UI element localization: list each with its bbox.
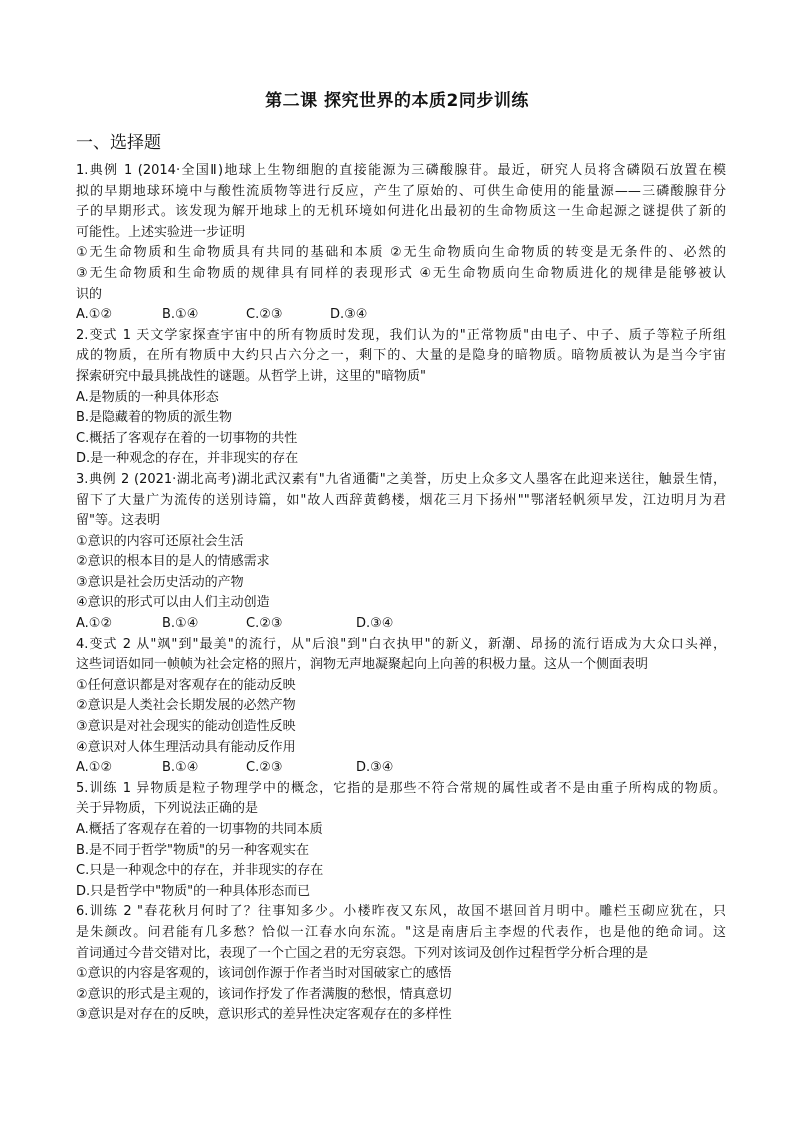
q5-stem-line: 5.训练 1 异物质是粒子物理学中的概念，它指的是那些不符合常规的属性或者不是由重子所构成的物质。 <box>76 780 726 796</box>
q6-statement: ①意识的内容是客观的，该词创作源于作者当时对国破家亡的感悟 <box>76 966 452 982</box>
q6-stem-line: 6.训练 2 "春花秋月何时了？往事知多少。小楼昨夜又东风，故国不堪回首月明中。雕栏玉砌应犹在，只 <box>76 904 726 920</box>
q2-option-d: D.是一种观念的存在，并非现实的存在 <box>76 451 299 467</box>
q2-option-b: B.是隐藏着的物质的派生物 <box>76 410 233 426</box>
q3-statement: ①意识的内容可还原社会生活 <box>76 533 244 549</box>
q1-stem-line: 1.典例 1 (2014·全国Ⅱ)地球上生物细胞的直接能源为三磷酸腺苷。最近，研究人员将含磷陨石放置在模 <box>76 163 726 178</box>
q3-statement: ③意识是社会历史活动的产物 <box>76 574 244 590</box>
q1-statement-line: ③无生命物质和生命物质的规律具有同样的表现形式 ④无生命物质向生命物质进化的规律是能够被认 <box>76 265 726 281</box>
q3-option-c: C.②③ <box>246 616 283 632</box>
q5-option-d: D.只是哲学中"物质"的一种具体形态而已 <box>76 883 311 899</box>
q1-stem-line: 可能性。上述实验进一步证明 <box>76 224 246 240</box>
q2-option-a: A.是物质的一种具体形态 <box>76 389 219 405</box>
section-heading: 一、选择题 <box>76 133 161 153</box>
q1-option-a: A.①② <box>76 307 113 323</box>
q5-stem-line: 关于异物质，下列说法正确的是 <box>76 801 259 817</box>
q1-statement-line: ①无生命物质和生命物质具有共同的基础和本质 ②无生命物质向生命物质的转变是无条件的、必然的 <box>76 245 726 261</box>
q3-stem-line: 留"等。这表明 <box>76 513 160 529</box>
q3-option-a: A.①② <box>76 616 113 632</box>
q3-statement: ④意识的形式可以由人们主动创造 <box>76 595 270 611</box>
q1-option-c: C.②③ <box>246 307 283 323</box>
q1-option-d: D.③④ <box>330 307 368 323</box>
q1-stem-line: 子的早期形式。该发现为解开地球上的无机环境如何进化出最初的生命物质这一生命起源之谜提供了新的 <box>76 204 726 220</box>
q6-statement: ②意识的形式是主观的，该词作抒发了作者满腹的愁恨，情真意切 <box>76 986 452 1002</box>
q4-statement: ②意识是人类社会长期发展的必然产物 <box>76 698 296 714</box>
q4-statement: ③意识是对社会现实的能动创造性反映 <box>76 719 296 735</box>
q5-option-c: C.只是一种观念中的存在，并非现实的存在 <box>76 863 324 879</box>
page-title: 第二课 探究世界的本质2同步训练 <box>265 91 529 111</box>
q6-stem-line: 首词通过今昔交错对比，表现了一个亡国之君的无穷哀怨。下列对该词及创作过程哲学分析合理的是 <box>76 945 649 961</box>
q3-statement: ②意识的根本目的是人的情感需求 <box>76 554 270 570</box>
q4-stem-line: 4.变式 2 从"飒"到"最美"的流行，从"后浪"到"白衣执甲"的新义，新潮、昂扬的流行语成为大众口头禅， <box>76 636 726 652</box>
q4-option-b: B.①④ <box>162 760 199 776</box>
q3-option-b: B.①④ <box>162 616 199 632</box>
q4-statement: ①任何意识都是对客观存在的能动反映 <box>76 677 296 693</box>
q1-stem-line: 拟的早期地球环境中与酸性流质物等进行反应，产生了原始的、可供生命使用的能量源——三磷酸腺苷分 <box>76 183 726 199</box>
q2-option-c: C.概括了客观存在着的一切事物的共性 <box>76 430 298 446</box>
q5-option-b: B.是不同于哲学"物质"的另一种客观实在 <box>76 842 310 858</box>
q4-stem-line: 这些词语如同一帧帧为社会定格的照片，润物无声地凝聚起向上向善的积极力量。这从一个侧面表明 <box>76 657 649 673</box>
q3-options <box>76 614 726 635</box>
q5-option-a: A.概括了客观存在着的一切事物的共同本质 <box>76 822 323 837</box>
q1-statement-line: 识的 <box>76 286 103 302</box>
q6-stem-line: 是朱颜改。问君能有几多愁？恰似一江春水向东流。"这是南唐后主李煜的代表作，也是他的绝命词。这 <box>76 924 726 940</box>
q2-stem-line: 2.变式 1 天文学家探查宇宙中的所有物质时发现，我们认为的"正常物质"由电子、中子、质子等粒子所组 <box>76 327 726 343</box>
q2-stem-line: 成的物质，在所有物质中大约只占六分之一，剩下的、大量的是隐身的暗物质。暗物质被认为是当今宇宙 <box>76 348 726 364</box>
q3-stem-line: 留下了大量广为流传的送别诗篇，如"故人西辞黄鹤楼，烟花三月下扬州""鄂渚轻帆须早发，江边明月为君 <box>76 492 726 508</box>
q4-option-d: D.③④ <box>356 760 394 776</box>
q4-options <box>76 758 726 779</box>
q4-option-a: A.①② <box>76 760 113 776</box>
q3-option-d: D.③④ <box>356 616 394 632</box>
q6-statement: ③意识是对存在的反映，意识形式的差异性决定客观存在的多样性 <box>76 1007 452 1023</box>
q3-stem-line: 3.典例 2 (2021·湖北高考)湖北武汉素有"九省通衢"之美誉，历史上众多文人墨客在此迎来送往，触景生情， <box>76 471 726 487</box>
q1-option-b: B.①④ <box>162 307 199 323</box>
q1-options <box>76 305 726 326</box>
question-list <box>76 161 726 1026</box>
q2-stem-line: 探索研究中最具挑战性的谜题。从哲学上讲，这里的"暗物质" <box>76 368 426 384</box>
q4-option-c: C.②③ <box>246 760 283 776</box>
q4-statement: ④意识对人体生理活动具有能动反作用 <box>76 739 296 755</box>
